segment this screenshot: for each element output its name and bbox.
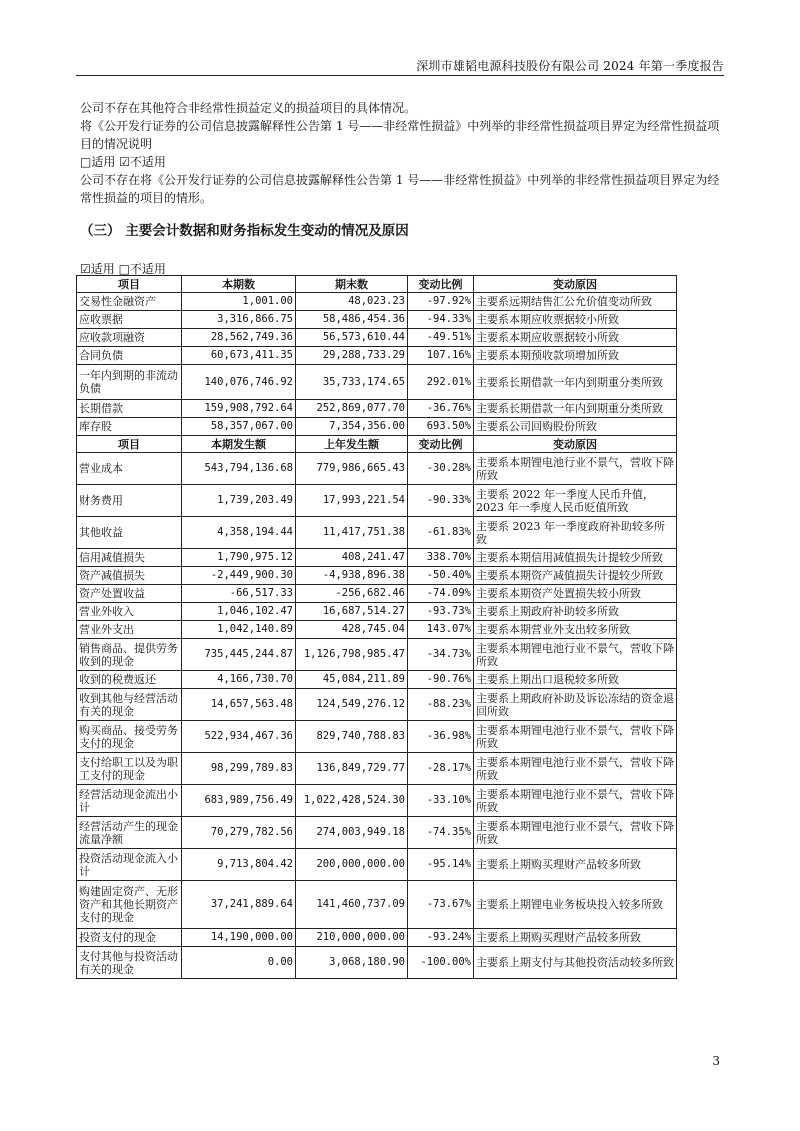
cell-current: 4,358,194.44 xyxy=(182,517,296,549)
cell-item: 支付给职工以及为职工支付的现金 xyxy=(77,753,182,785)
table-row xyxy=(77,347,677,365)
cell-current: 1,790,975.12 xyxy=(182,549,296,567)
cell-current: 70,279,782.56 xyxy=(182,817,296,849)
cell-change-ratio: -49.51% xyxy=(408,329,474,347)
cell-item: 购买商品、接受劳务支付的现金 xyxy=(77,721,182,753)
table-header-row xyxy=(77,436,677,453)
cell-change-ratio: -61.83% xyxy=(408,517,474,549)
column-header: 上年发生额 xyxy=(296,436,408,453)
cell-change-ratio: -93.24% xyxy=(408,929,474,947)
cell-change-ratio: -90.76% xyxy=(408,671,474,689)
cell-item: 交易性金融资产 xyxy=(77,293,182,311)
cell-change-ratio: -90.33% xyxy=(408,485,474,517)
table-row xyxy=(77,849,677,881)
cell-previous: 17,993,221.54 xyxy=(296,485,408,517)
cell-reason: 主要系上期锂电业务板块投入较多所致 xyxy=(474,881,677,929)
cell-previous: 779,986,665.43 xyxy=(296,453,408,485)
table-row xyxy=(77,585,677,603)
intro-paragraph: 公司不存在其他符合非经常性损益定义的损益项目的具体情况。 xyxy=(80,101,417,115)
cell-change-ratio: 107.16% xyxy=(408,347,474,365)
cell-current: 9,713,804.42 xyxy=(182,849,296,881)
cell-change-ratio: -74.09% xyxy=(408,585,474,603)
cell-current: 60,673,411.35 xyxy=(182,347,296,365)
financial-changes-table xyxy=(76,275,677,979)
cell-change-ratio: 143.07% xyxy=(408,621,474,639)
cell-current: 140,076,746.92 xyxy=(182,365,296,400)
cell-reason: 主要系上期支付与其他投资活动较多所致 xyxy=(474,947,677,979)
cell-previous: 200,000,000.00 xyxy=(296,849,408,881)
cell-change-ratio: 292.01% xyxy=(408,365,474,400)
cell-item: 应收款项融资 xyxy=(77,329,182,347)
cell-previous: 252,869,077.70 xyxy=(296,400,408,418)
cell-item: 收到其他与经营活动有关的现金 xyxy=(77,689,182,721)
cell-previous: 408,241.47 xyxy=(296,549,408,567)
cell-reason: 主要系本期预收款项增加所致 xyxy=(474,347,677,365)
cell-current: 3,316,866.75 xyxy=(182,311,296,329)
cell-item: 资产处置收益 xyxy=(77,585,182,603)
cell-current: 28,562,749.36 xyxy=(182,329,296,347)
cell-previous: 56,573,610.44 xyxy=(296,329,408,347)
cell-reason: 主要系 2022 年一季度人民币升值，2023 年一季度人民币贬值所致 xyxy=(474,485,677,517)
table-row xyxy=(77,817,677,849)
cell-previous: 11,417,751.38 xyxy=(296,517,408,549)
intro-text-block xyxy=(80,99,725,207)
cell-reason: 主要系本期锂电池行业不景气，营收下降所致 xyxy=(474,639,677,671)
cell-current: 14,657,563.48 xyxy=(182,689,296,721)
cell-current: 0.00 xyxy=(182,947,296,979)
cell-current: 683,989,756.49 xyxy=(182,785,296,817)
cell-previous: 1,022,428,524.30 xyxy=(296,785,408,817)
column-header: 变动比例 xyxy=(408,276,474,293)
cell-previous: 274,003,949.18 xyxy=(296,817,408,849)
table-row xyxy=(77,400,677,418)
cell-previous: 35,733,174.65 xyxy=(296,365,408,400)
cell-previous: 16,687,514.27 xyxy=(296,603,408,621)
table-row xyxy=(77,721,677,753)
cell-current: 1,042,140.89 xyxy=(182,621,296,639)
cell-reason: 主要系远期结售汇公允价值变动所致 xyxy=(474,293,677,311)
column-header: 变动原因 xyxy=(474,436,677,453)
column-header: 项目 xyxy=(77,276,182,293)
cell-current: 98,299,789.83 xyxy=(182,753,296,785)
cell-reason: 主要系本期资产处置损失较小所致 xyxy=(474,585,677,603)
cell-item: 收到的税费返还 xyxy=(77,671,182,689)
cell-current: 37,241,889.64 xyxy=(182,881,296,929)
cell-previous: 141,460,737.09 xyxy=(296,881,408,929)
cell-current: 1,739,203.49 xyxy=(182,485,296,517)
intro-paragraph: 公司不存在将《公开发行证券的公司信息披露解释性公告第 1 号——非经常性损益》中列举的非经常性损益项目界定为经常性损益的项目的情形。 xyxy=(80,173,720,205)
cell-current: -66,517.33 xyxy=(182,585,296,603)
table-body xyxy=(77,276,677,979)
table-row xyxy=(77,567,677,585)
cell-reason: 主要系本期锂电池行业不景气，营收下降所致 xyxy=(474,753,677,785)
cell-previous: 210,000,000.00 xyxy=(296,929,408,947)
table-row xyxy=(77,621,677,639)
cell-item: 经营活动现金流出小计 xyxy=(77,785,182,817)
cell-item: 库存股 xyxy=(77,418,182,436)
report-header-title: 深圳市雄韬电源科技股份有限公司 2024 年第一季度报告 xyxy=(416,59,724,73)
column-header: 期末数 xyxy=(296,276,408,293)
cell-change-ratio: -93.73% xyxy=(408,603,474,621)
table-row xyxy=(77,365,677,400)
table-row xyxy=(77,453,677,485)
cell-change-ratio: -34.73% xyxy=(408,639,474,671)
cell-change-ratio: -36.98% xyxy=(408,721,474,753)
cell-previous: 29,288,733.29 xyxy=(296,347,408,365)
cell-change-ratio: -50.40% xyxy=(408,567,474,585)
cell-item: 投资支付的现金 xyxy=(77,929,182,947)
cell-current: 58,357,067.00 xyxy=(182,418,296,436)
cell-reason: 主要系 2023 年一季度政府补助较多所致 xyxy=(474,517,677,549)
cell-item: 财务费用 xyxy=(77,485,182,517)
cell-change-ratio: -30.28% xyxy=(408,453,474,485)
table-row xyxy=(77,947,677,979)
cell-item: 长期借款 xyxy=(77,400,182,418)
table-header-row xyxy=(77,276,677,293)
cell-item: 支付其他与投资活动有关的现金 xyxy=(77,947,182,979)
table-row xyxy=(77,329,677,347)
table-row xyxy=(77,881,677,929)
cell-change-ratio: -36.76% xyxy=(408,400,474,418)
cell-reason: 主要系本期应收票据较小所致 xyxy=(474,329,677,347)
cell-change-ratio: -33.10% xyxy=(408,785,474,817)
cell-item: 销售商品、提供劳务收到的现金 xyxy=(77,639,182,671)
table-row xyxy=(77,517,677,549)
cell-previous: 428,745.04 xyxy=(296,621,408,639)
intro-paragraph: 将《公开发行证券的公司信息披露解释性公告第 1 号——非经常性损益》中列举的非经常性损益项目界定为经常性损益项目的情况说明 xyxy=(80,119,720,151)
table-row xyxy=(77,753,677,785)
cell-previous: 3,068,180.90 xyxy=(296,947,408,979)
cell-reason: 主要系上期出口退税较多所致 xyxy=(474,671,677,689)
cell-reason: 主要系上期购买理财产品较多所致 xyxy=(474,849,677,881)
cell-reason: 主要系长期借款一年内到期重分类所致 xyxy=(474,400,677,418)
cell-reason: 主要系长期借款一年内到期重分类所致 xyxy=(474,365,677,400)
cell-previous: 829,740,788.83 xyxy=(296,721,408,753)
cell-change-ratio: -88.23% xyxy=(408,689,474,721)
table-row xyxy=(77,689,677,721)
cell-previous: 1,126,798,985.47 xyxy=(296,639,408,671)
table-row xyxy=(77,311,677,329)
table-row xyxy=(77,549,677,567)
cell-change-ratio: -74.35% xyxy=(408,817,474,849)
cell-item: 其他收益 xyxy=(77,517,182,549)
column-header: 变动比例 xyxy=(408,436,474,453)
cell-change-ratio: -100.00% xyxy=(408,947,474,979)
cell-item: 经营活动产生的现金流量净额 xyxy=(77,817,182,849)
cell-current: 14,190,000.00 xyxy=(182,929,296,947)
cell-change-ratio: -95.14% xyxy=(408,849,474,881)
cell-item: 营业外收入 xyxy=(77,603,182,621)
table-row xyxy=(77,418,677,436)
table-row xyxy=(77,485,677,517)
cell-reason: 主要系本期锂电池行业不景气，营收下降所致 xyxy=(474,453,677,485)
cell-current: 159,908,792.64 xyxy=(182,400,296,418)
table-row xyxy=(77,785,677,817)
column-header: 本期发生额 xyxy=(182,436,296,453)
cell-item: 营业外支出 xyxy=(77,621,182,639)
table-row xyxy=(77,929,677,947)
cell-change-ratio: -94.33% xyxy=(408,311,474,329)
cell-change-ratio: 693.50% xyxy=(408,418,474,436)
cell-item: 应收票据 xyxy=(77,311,182,329)
column-header: 本期数 xyxy=(182,276,296,293)
cell-current: 1,001.00 xyxy=(182,293,296,311)
cell-change-ratio: -28.17% xyxy=(408,753,474,785)
cell-item: 合同负债 xyxy=(77,347,182,365)
cell-current: -2,449,900.30 xyxy=(182,567,296,585)
cell-previous: 45,084,211.89 xyxy=(296,671,408,689)
table-row xyxy=(77,293,677,311)
cell-reason: 主要系上期政府补助及诉讼冻结的资金退回所致 xyxy=(474,689,677,721)
cell-current: 735,445,244.87 xyxy=(182,639,296,671)
applicable-checkbox-line: ☑适用 □不适用 xyxy=(80,262,166,276)
cell-change-ratio: 338.70% xyxy=(408,549,474,567)
applicable-checkbox-line: □适用 ☑不适用 xyxy=(80,155,166,169)
cell-previous: 48,023.23 xyxy=(296,293,408,311)
cell-reason: 主要系本期锂电池行业不景气，营收下降所致 xyxy=(474,721,677,753)
cell-current: 1,046,102.47 xyxy=(182,603,296,621)
cell-previous: 7,354,356.00 xyxy=(296,418,408,436)
cell-current: 522,934,467.36 xyxy=(182,721,296,753)
cell-reason: 主要系本期资产减值损失计提较少所致 xyxy=(474,567,677,585)
cell-item: 购建固定资产、无形资产和其他长期资产支付的现金 xyxy=(77,881,182,929)
section-title: （三） 主要会计数据和财务指标发生变动的情况及原因 xyxy=(80,223,409,239)
cell-reason: 主要系本期应收票据较小所致 xyxy=(474,311,677,329)
cell-item: 投资活动现金流入小计 xyxy=(77,849,182,881)
page-number: 3 xyxy=(712,1054,720,1068)
cell-previous: -4,938,896.38 xyxy=(296,567,408,585)
cell-current: 4,166,730.70 xyxy=(182,671,296,689)
cell-change-ratio: -97.92% xyxy=(408,293,474,311)
cell-previous: 58,486,454.36 xyxy=(296,311,408,329)
cell-previous: 124,549,276.12 xyxy=(296,689,408,721)
table-row xyxy=(77,639,677,671)
table-row xyxy=(77,671,677,689)
header-divider xyxy=(76,75,724,76)
column-header: 变动原因 xyxy=(474,276,677,293)
cell-previous: -256,682.46 xyxy=(296,585,408,603)
column-header: 项目 xyxy=(77,436,182,453)
cell-item: 一年内到期的非流动负债 xyxy=(77,365,182,400)
cell-reason: 主要系上期政府补助较多所致 xyxy=(474,603,677,621)
cell-reason: 主要系本期营业外支出较多所致 xyxy=(474,621,677,639)
cell-reason: 主要系上期购买理财产品较多所致 xyxy=(474,929,677,947)
cell-reason: 主要系本期信用减值损失计提较少所致 xyxy=(474,549,677,567)
cell-current: 543,794,136.68 xyxy=(182,453,296,485)
cell-item: 资产减值损失 xyxy=(77,567,182,585)
cell-item: 营业成本 xyxy=(77,453,182,485)
cell-reason: 主要系公司回购股份所致 xyxy=(474,418,677,436)
cell-reason: 主要系本期锂电池行业不景气，营收下降所致 xyxy=(474,785,677,817)
cell-reason: 主要系本期锂电池行业不景气，营收下降所致 xyxy=(474,817,677,849)
table-row xyxy=(77,603,677,621)
cell-previous: 136,849,729.77 xyxy=(296,753,408,785)
cell-item: 信用减值损失 xyxy=(77,549,182,567)
cell-change-ratio: -73.67% xyxy=(408,881,474,929)
